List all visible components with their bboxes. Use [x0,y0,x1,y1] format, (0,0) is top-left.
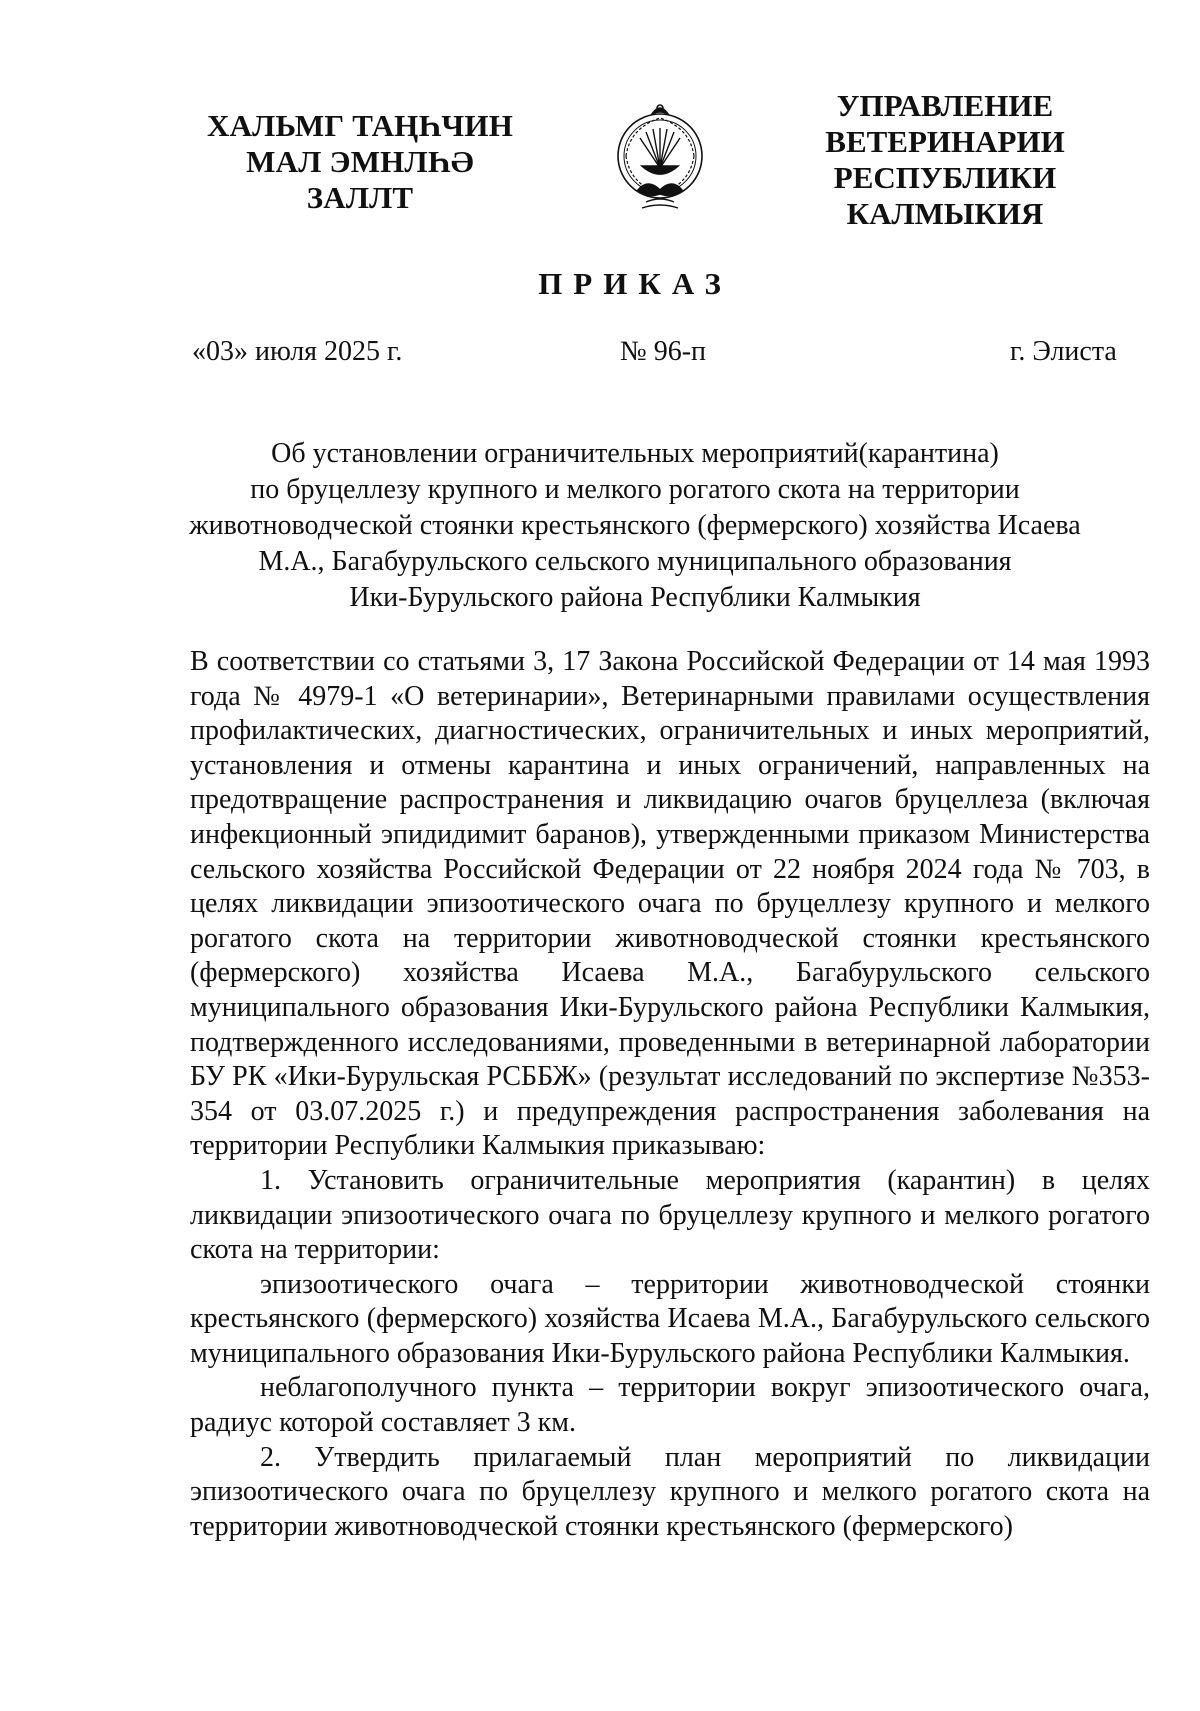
subject-line: по бруцеллезу крупного и мелкого рогатого скота на территории [250,474,1020,505]
item-2-paragraph: 2. Утвердить прилагаемый план мероприятий по ликвидации эпизоотического очага по бруцеллезу крупного и мелкого рогатого скота на территории животноводческой стоянки крестьянского (фермерского) [190,1441,1150,1542]
order-subject [170,436,1100,616]
order-body [190,645,1150,1544]
header-right-line: УПРАВЛЕНИЕ [836,88,1054,123]
header-right-line: КАЛМЫКИЯ [846,196,1044,231]
header-right-line: ВЕТЕРИНАРИИ [825,124,1065,159]
subject-line: Ики-Бурульского района Республики Калмыкия [349,582,921,613]
header-right-russian [810,88,1080,232]
subject-line: животноводческой стоянки крестьянского (фермерского) хозяйства Исаева [189,510,1081,541]
kalmykia-coat-of-arms-icon [612,98,708,218]
document-title: ПРИКАЗ [538,266,732,301]
header-left-kalmyk [190,108,530,216]
header-left-line: ХАЛЬМГ ТАҢҺЧИН [206,108,514,143]
header-right-line: РЕСПУБЛИКИ [833,160,1057,195]
header-left-line: ЗАЛЛТ [306,180,414,215]
subject-line: Об установлении ограничительных мероприятий(карантина) [271,438,999,469]
order-number: № 96-п [620,336,707,367]
order-date: «03» июля 2025 г. [192,336,403,367]
preamble-paragraph: В соответствии со статьями 3, 17 Закона Российской Федерации от 14 мая 1993 года № 4979-1 «О ветеринарии», Ветеринарными правилами осуществления профилактических, диагностических, ограничительных и иных мероприятий, установления и отмены карантина и иных ограничений, направленных на предотвращение распространения и ликвидацию очагов бруцеллеза (включая инфекционный эпидидимит баранов), утвержденными приказом Министерства сельского хозяйства Российской Федерации от 22 ноября 2024 года № 703, в целях ликвидации эпизоотического очага по бруцеллезу крупного и мелкого рогатого скота на территории животноводческой стоянки крестьянского (фермерского) хозяйства Исаева М.А., Багабурульского сельского муниципального образования Ики-Бурульского района Республики Калмыкия, подтвержденного исследованиями, проведенными в ветеринарной лаборатории БУ РК «Ики-Бурульская РСББЖ» (результат исследований по экспертизе №353-354 от 03.07.2025 г.) и предупреждения распространения заболевания на территории Республики Калмыкия приказываю: [190,646,1150,1162]
header-left-line: МАЛ ЭМНЛҺӘ [246,144,474,179]
item-1-area-paragraph: неблагополучного пункта – территории вокруг эпизоотического очага, радиус которой составляет 3 км. [190,1372,1150,1439]
item-1-paragraph: 1. Установить ограничительные мероприятия (карантин) в целях ликвидации эпизоотического очага по бруцеллезу крупного и мелкого рогатого скота на территории: [190,1164,1150,1266]
item-1-focus-paragraph: эпизоотического очага – территории животноводческой стоянки крестьянского (фермерского) хозяйства Исаева М.А., Багабурульского сельского муниципального образования Ики-Бурульского района Республики Калмыкия. [190,1268,1150,1369]
subject-line: М.А., Багабурульского сельского муниципального образования [258,546,1012,577]
order-city: г. Элиста [1010,336,1117,367]
